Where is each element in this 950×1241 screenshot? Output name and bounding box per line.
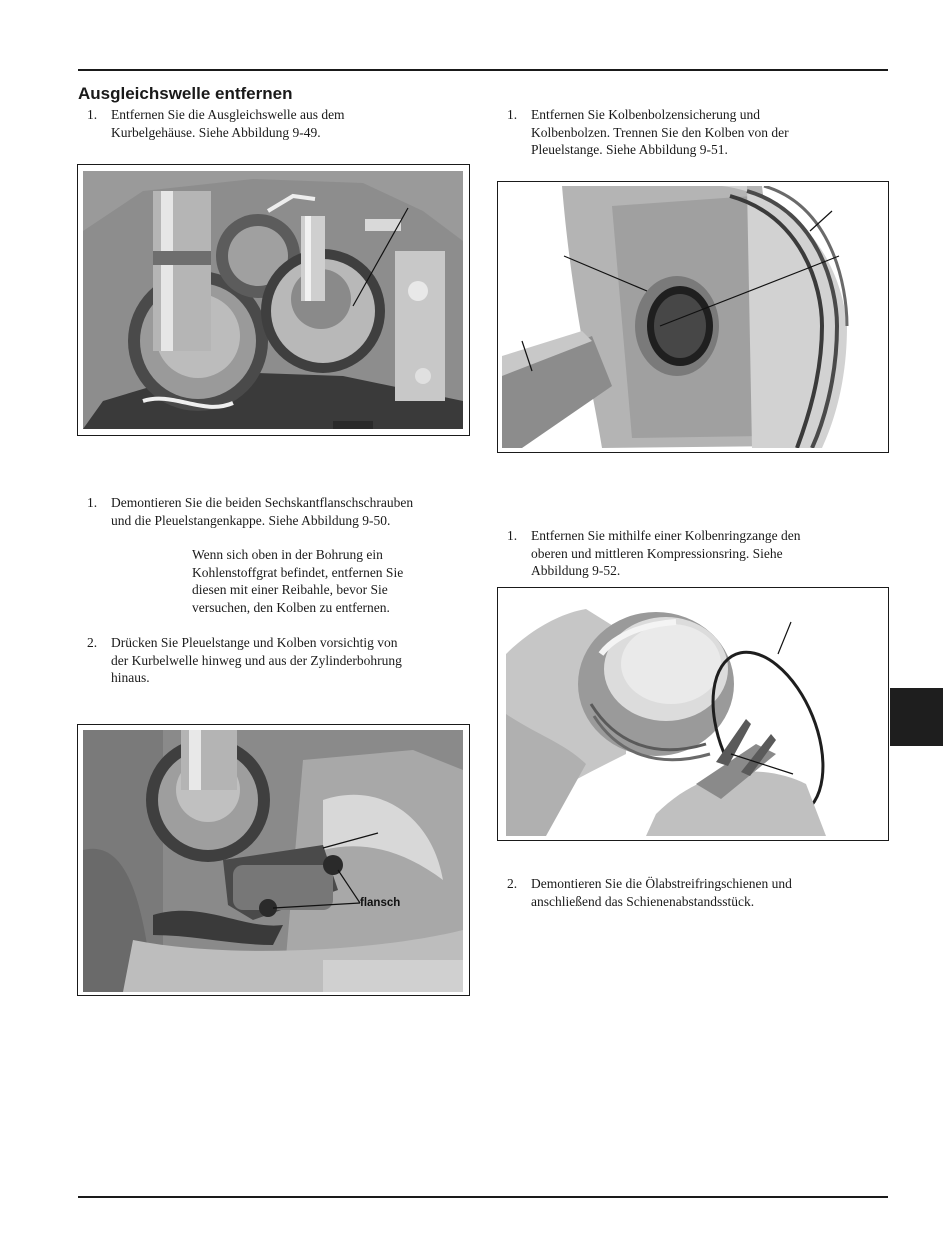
step-line: oberen und mittleren Kompressionsring. Siehe [531,545,783,561]
note-line: Kohlenstoffgrat befindet, entfernen Sie [192,564,404,580]
step-line: Abbildung 9-52. [531,563,621,578]
step-number: 2. [87,635,98,650]
figure-balance-shaft [77,164,470,436]
flange-callout: flansch [360,897,401,909]
bottom-rule [78,1196,888,1198]
step-line: Demontieren Sie die Ölabstreifringschienen und [531,876,792,891]
photo-conrod [83,730,463,992]
step-line: hinaus. [111,670,150,685]
step-line: anschließend das Schienenabstandsstück. [531,893,755,909]
step-line: Entfernen Sie die Ausgleichswelle aus dem [111,107,345,122]
step-push-piston [87,634,477,688]
step-line: Drücken Sie Pleuelstange und Kolben vorsichtig von [111,635,398,650]
carbon-ridge-note [192,546,472,616]
photo-piston-pin [502,186,854,448]
note-line: Wenn sich oben in der Bohrung ein [192,547,383,562]
step-conrod-cap [87,494,477,530]
step-number: 2. [507,876,518,891]
photo-balance-shaft [83,171,463,429]
step-line: Kolbenbolzen. Trennen Sie den Kolben von der [531,124,789,140]
section-title: Ausgleichswelle entfernen [78,84,293,103]
step-oil-ring-rails [507,875,887,911]
photo-ring-pliers [506,594,876,836]
figure-ring-pliers [497,587,889,841]
figure-conrod [77,724,470,996]
step-line: Entfernen Sie Kolbenbolzensicherung und [531,107,761,122]
chapter-tab-icon [890,688,943,746]
step-piston-pin [507,106,887,160]
step-number: 1. [507,528,518,543]
step-line: und die Pleuelstangenkappe. Siehe Abbildung 9-50. [111,512,391,528]
step-line: Demontieren Sie die beiden Sechskantflanschschrauben [111,495,414,510]
step-balance-shaft [87,106,477,142]
step-number: 1. [87,107,98,122]
step-number: 1. [507,107,518,122]
note-line: diesen mit einer Reibahle, bevor Sie [192,582,388,597]
step-line: Pleuelstange. Siehe Abbildung 9-51. [531,142,728,157]
step-compression-rings [507,527,887,581]
step-line: der Kurbelwelle hinweg und aus der Zylinderbohrung [111,652,402,668]
step-line: Entfernen Sie mithilfe einer Kolbenringzange den [531,528,801,543]
note-line: versuchen, den Kolben zu entfernen. [192,599,390,615]
step-line: Kurbelgehäuse. Siehe Abbildung 9-49. [111,124,321,140]
top-rule [78,69,888,71]
figure-piston-pin [497,181,889,453]
step-number: 1. [87,495,98,510]
